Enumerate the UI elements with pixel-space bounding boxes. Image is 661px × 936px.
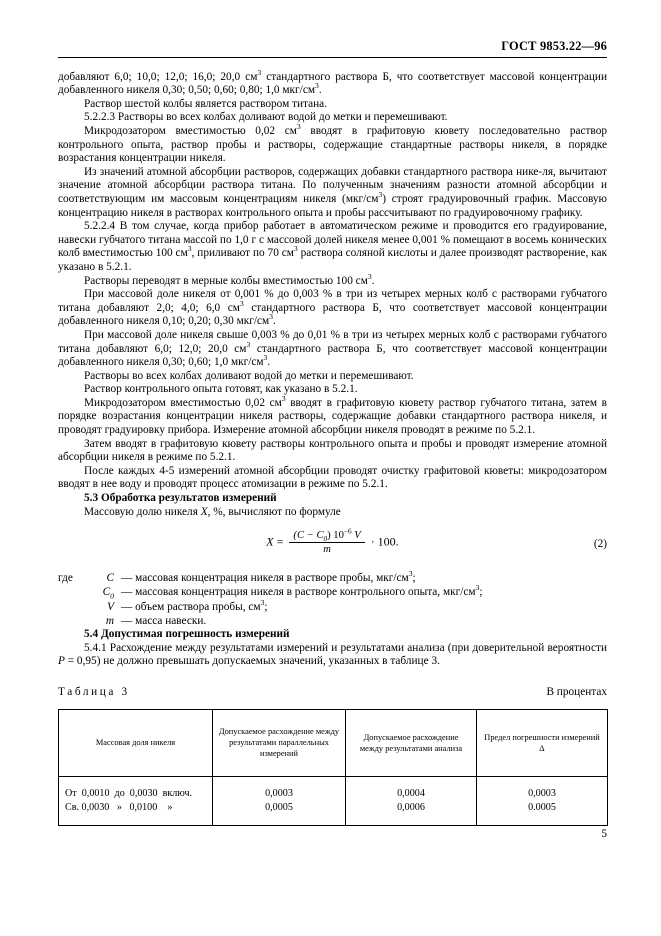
superscript-cubic: 3 (260, 597, 265, 607)
column-header-error-limit: Предел погрешности измерений Δ (477, 709, 608, 776)
value-line: 0,0003 (265, 788, 293, 800)
text-run: 5.4.1 Расхождение между результатами измерений и результатами анализа (при доверительной вероятности (84, 641, 607, 654)
page-number: 5 (601, 828, 607, 840)
range-line: Св. 0,0030 » 0,0100 » (65, 801, 173, 813)
text-run: . (371, 274, 375, 287)
formula-denominator: m (323, 544, 331, 556)
table-units-note: В процентах (546, 685, 607, 698)
text-run: раствора соляной кислоты и далее производят растворение, как указано в 5.2.1. (58, 247, 607, 273)
page-content (58, 40, 607, 826)
paragraph-control-solution: Раствор контрольного опыта готовят, как указано в 5.2.1. (84, 383, 358, 396)
column-header-analysis-divergence: Допускаемое расхождение между результатами анализа (346, 709, 477, 776)
text-run: ; (264, 600, 268, 613)
value-line: 0.0005 (528, 801, 556, 813)
text-run: . (273, 315, 276, 328)
text-run: , %, вычисляют по формуле (207, 505, 341, 518)
legend-item (58, 614, 607, 628)
header-rule (58, 57, 607, 58)
paragraph-calibration-graph (58, 166, 607, 220)
text-run: — объем раствора пробы, см (121, 600, 261, 613)
paragraph-5-2-2-4 (58, 220, 607, 274)
paragraph-cuvette-cleaning: После каждых 4-5 измерений атомной абсорбции проводят очистку графитовой кюветы: микродозатором вводят в нее воду и проводят процесс атомизации в режиме по 5.2.1. (58, 464, 607, 491)
superscript-cubic: 3 (314, 81, 319, 91)
table-head (59, 709, 608, 776)
text-run: стандартного раствора Б, что соответствует массовой концентрации добавленного никеля 0,30; 0,60; 1,0 мкг/см (58, 342, 607, 369)
legend-item (58, 597, 607, 614)
superscript-cubic: 3 (293, 244, 298, 254)
superscript-cubic: 3 (475, 583, 480, 593)
formula-legend (58, 571, 607, 628)
legend-lead: где (58, 572, 73, 585)
legend-definition (121, 597, 607, 614)
value-line: 0,0003 (528, 788, 556, 800)
text-run: = 0,95) не должно превышать допускаемых значений, указанных в таблице 3. (64, 655, 440, 668)
table-header-row (59, 709, 608, 776)
text-run: . (318, 84, 322, 97)
value-line: 0,0004 (397, 788, 425, 800)
text-run: ; (479, 586, 483, 599)
cell-analysis-divergence (346, 776, 477, 825)
text-run: — массовая концентрация никеля в растворе пробы, мкг/см (121, 572, 409, 585)
text-run: вводят в графитовую кювету раствор губчатого титана, затем в порядке возрастания концентрации никеля растворы, содержащие добавки стандартного раствора никеля, и проводят градуировку прибора. Измерение атомной абсорбции никеля проводят в режиме по 5.2.1. (58, 396, 608, 437)
formula-multiplier: · 100. (370, 534, 399, 549)
cell-parallel-divergence (213, 776, 346, 825)
value-line: 0,0005 (265, 801, 293, 813)
text-run: V (351, 530, 361, 542)
formula-expression (58, 527, 607, 556)
text-run: стандартного раствора Б, что соответствует массовой концентрации добавленного никеля 0,10; 0,20; 0,30 мкг/см (58, 301, 607, 328)
formula-block (58, 528, 607, 562)
text-run: Из значений атомной абсорбции растворов, содержащих добавки стандартного раствора нике-ля, вычитают значение атомной абсорбции раствора титана. По полученным значениям разности атомной абсорбции и соответствующим им массовым концентрациям никеля (мкг/см (58, 165, 607, 205)
column-header-parallel-divergence: Допускаемое расхождение между результатами параллельных измерений (213, 709, 346, 776)
superscript-cubic: 3 (257, 67, 262, 77)
standard-number: ГОСТ 9853.22—96 (501, 39, 607, 53)
legend-symbol: V (107, 600, 114, 613)
running-header (58, 40, 607, 57)
tolerance-table (58, 709, 608, 826)
text-run: , приливают по 70 см (191, 247, 294, 260)
legend-item (58, 571, 607, 585)
text-run: При массовой доле никеля свыше 0,003 % до 0,01 % в три из четырех мерных колб с растворами губчатого титана добавляют 6,0; 12,0; 20,0 см (58, 328, 607, 355)
superscript-cubic: 3 (281, 394, 286, 404)
text-run: 5.2.2.4 В том случае, когда прибор работает в автоматическом режиме и проводится его градуирование, навески губчатого титана массой по 1,0 г с массовой долей никеля менее 0,001 % помещают в восемь конических колб вместимостью 100 см (58, 220, 607, 260)
paragraph-5-2-2-3: 5.2.2.3 Растворы во всех колбах доливают водой до метки и перемешивают. (84, 111, 448, 124)
variable-x: X (200, 505, 208, 518)
superscript-cubic: 3 (269, 312, 274, 322)
superscript-cubic: 3 (378, 190, 383, 200)
value-line: 0,0006 (397, 801, 425, 813)
legend-symbol: C (106, 572, 114, 585)
text-run: ) строят градуировочный график. Массовую концентрацию никеля в растворах контрольного опыта и пробы рассчитывают по градуировочному графику. (58, 192, 608, 219)
formula-exponent: −6 (343, 527, 352, 536)
legend-symbol: m (105, 614, 114, 627)
text-run: . (267, 356, 271, 369)
formula-lhs: X (266, 534, 274, 549)
text-run: ) 10 (327, 530, 344, 542)
legend-definition: — масса навески. (121, 614, 207, 627)
paragraph-fill-to-mark: Растворы во всех колбах доливают водой до метки и перемешивают. (84, 369, 414, 382)
formula-c-zero-subscript: 0 (323, 535, 328, 544)
text-run: (C − C (293, 530, 324, 542)
paragraph-range-low (58, 288, 607, 329)
superscript-cubic: 3 (187, 244, 192, 254)
legend-subscript: 0 (110, 591, 114, 601)
superscript-cubic: 3 (263, 353, 268, 363)
table-caption (58, 686, 607, 698)
superscript-cubic: 3 (408, 569, 413, 579)
column-header-mass-fraction: Массовая доля никеля (59, 709, 213, 776)
heading-5-4: 5.4 Допустимая погрешность измерений (84, 628, 290, 641)
paragraph-measure-absorption: Затем вводят в графитовую кювету растворы контрольного опыта и пробы и проводят измерение атомной абсорбции никеля в режиме по 5.2.1. (58, 437, 607, 464)
superscript-cubic: 3 (246, 339, 251, 349)
paragraph-transfer-flasks (58, 271, 607, 289)
superscript-cubic: 3 (367, 271, 372, 281)
superscript-cubic: 3 (239, 298, 244, 308)
heading-5-3: 5.3 Обработка результатов измерений (84, 492, 277, 505)
paragraph-microdispenser-1 (58, 122, 607, 166)
text-run: — массовая концентрация никеля в растворе контрольного опыта, мкг/см (121, 586, 476, 599)
table-body (59, 776, 608, 825)
table-row (59, 776, 608, 825)
variable-p: P (58, 655, 65, 668)
paragraph-range-high (58, 329, 607, 370)
text-run: Массовую долю никеля (84, 505, 201, 518)
text-run: Микродозатором вместимостью 0,02 см (84, 125, 297, 138)
text-run: стандартного раствора Б, что соответствует массовой концентрации добавленного никеля 0,30; 0,50; 0,60; 0,80; 1,0 мкг/см (58, 70, 607, 97)
table-label: Таблица 3 (58, 685, 130, 698)
range-line: От 0,0010 до 0,0030 включ. (65, 788, 193, 800)
text-run: вводят в графитовую кювету последовательно раствор контрольного опыта, раствор пробы и растворы, содержащие стандартные растворы никеля, в порядке возрастания концентрации никеля. (58, 125, 607, 165)
formula-numerator (289, 527, 364, 544)
text-run: добавляют 6,0; 10,0; 12,0; 16,0; 20,0 см (58, 70, 258, 83)
formula-number: (2) (593, 538, 607, 551)
cell-range (59, 776, 213, 825)
paragraph-sixth-flask: Раствор шестой колбы является раствором титана. (84, 97, 328, 110)
legend-definition (121, 585, 607, 599)
text-run: Растворы переводят в мерные колбы вместимостью 100 см (84, 274, 368, 287)
text-run: При массовой доле никеля от 0,001 % до 0,003 % в три из четырех мерных колб с растворами губчатого титана добавляют 2,0; 4,0; 6,0 см (58, 288, 607, 314)
paragraph-5-4-1 (58, 642, 607, 669)
text-run: ; (412, 572, 416, 585)
legend-symbol (84, 585, 121, 599)
legend-definition (121, 571, 607, 585)
paragraph-mass-fraction-intro (58, 506, 607, 520)
superscript-cubic: 3 (296, 122, 301, 132)
text-run: C (102, 586, 111, 599)
text-run: Микродозатором вместимостью 0,02 см (84, 396, 282, 409)
formula-fraction (289, 527, 364, 556)
legend-item (58, 585, 607, 599)
cell-error-limit (477, 776, 608, 825)
paragraph-microdispenser-2 (58, 394, 608, 438)
formula-equals: = (276, 534, 284, 549)
paragraph-continued-dosage (58, 67, 607, 98)
